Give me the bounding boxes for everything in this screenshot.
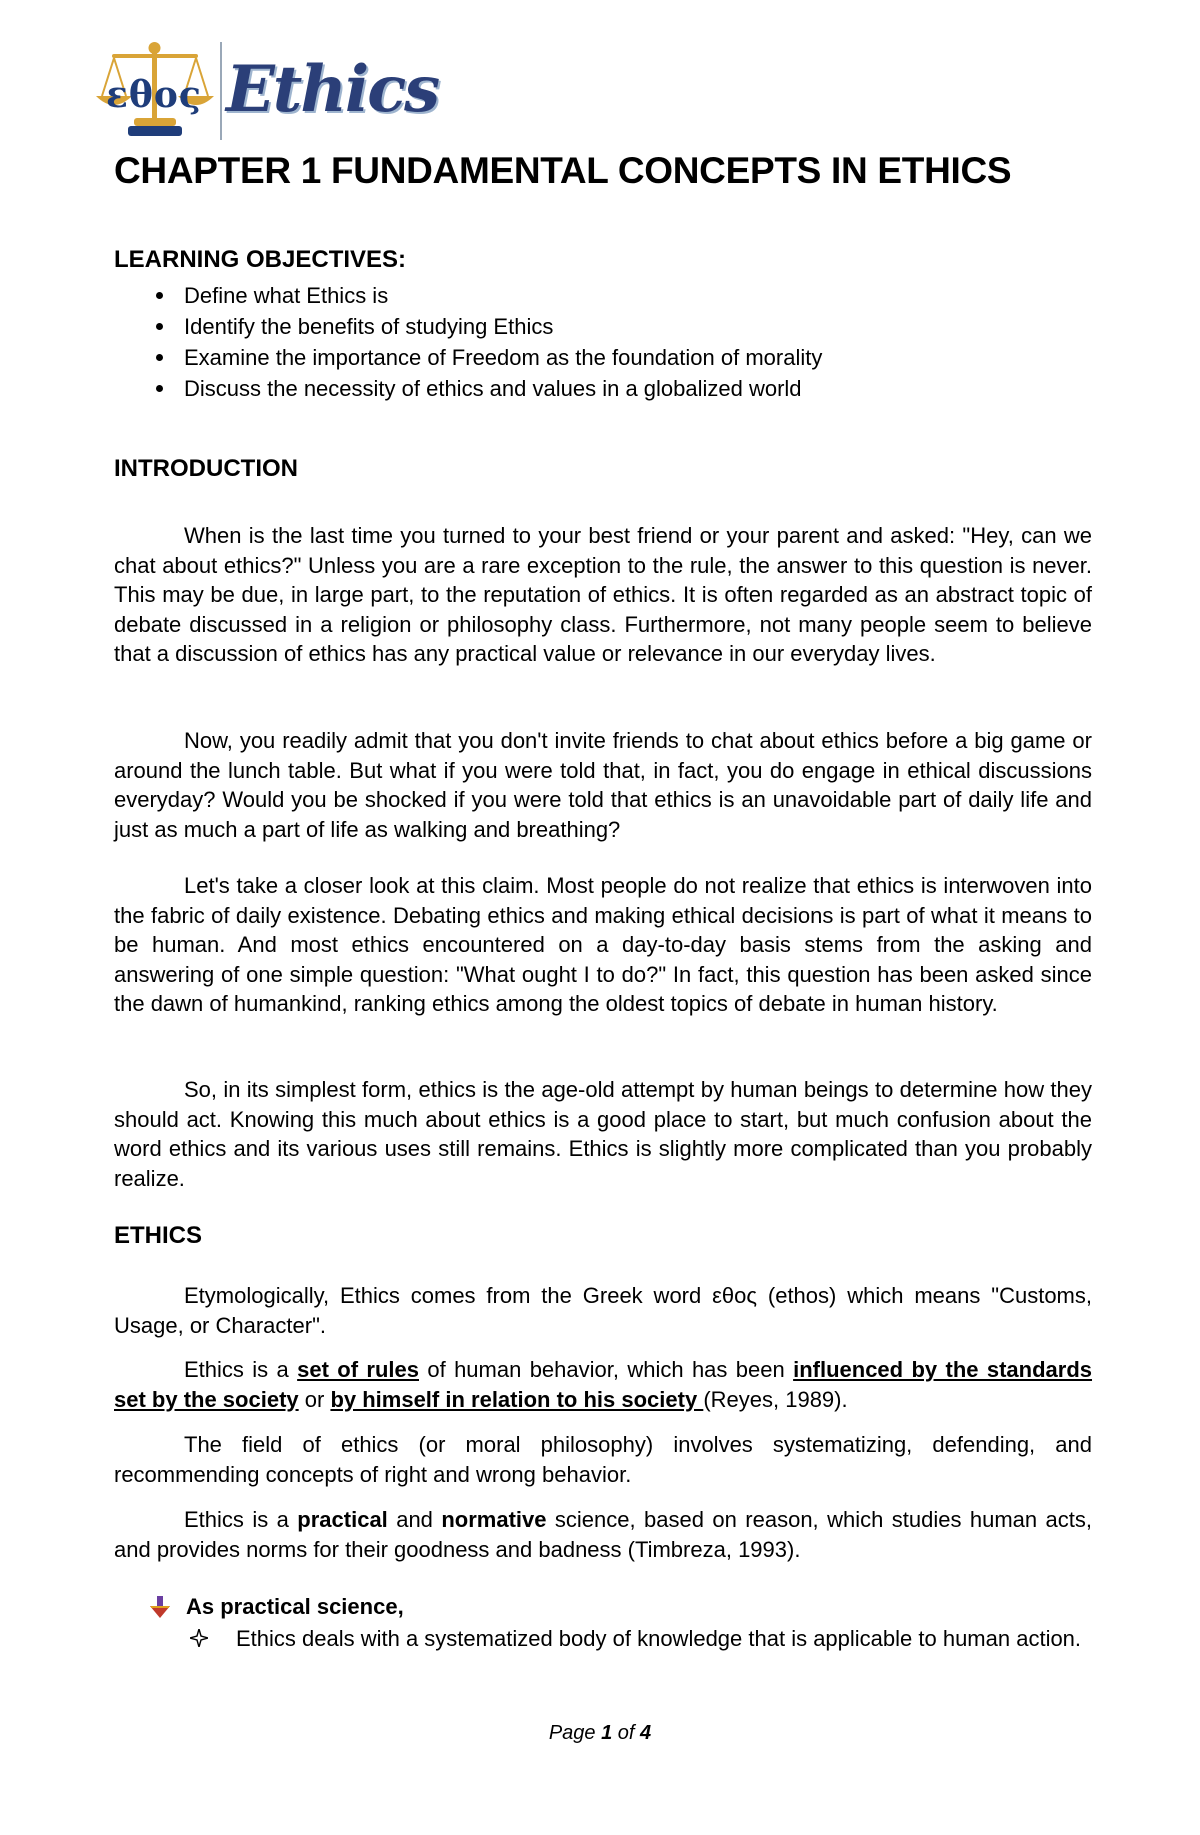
etymology-paragraph: Etymologically, Ethics comes from the Greek word εθος (ethos) which means "Customs, Usage, or Character". [114, 1283, 1092, 1338]
bullet-icon [156, 354, 163, 361]
intro-paragraph-3: Let's take a closer look at this claim. Most people do not realize that ethics is interwoven into the fabric of daily existence. Debating ethics and making ethical decisions is part of what it means to be human. And most ethics encountered on a day-to-day basis stems from the asking and answering of one simple question: "What ought I to do?" In fact, this question has been asked since the dawn of humankind, ranking ethics among the oldest topics of debate in human history. [114, 873, 1092, 1016]
bullet-icon [156, 292, 163, 299]
ethics-logo [92, 38, 439, 142]
total-page-count: 4 [640, 1722, 652, 1744]
practical-science-item: Ethics deals with a systematized body of knowledge that is applicable to human action. [190, 1624, 1092, 1654]
bullet-icon [156, 323, 163, 330]
intro-paragraph-1: When is the last time you turned to your best friend or your parent and asked: "Hey, can we chat about ethics?" Unless you are a rare exception to the rule, the answer to this question is never. This may be due, in large part, to the reputation of ethics. It is often regarded as an abstract topic of debate discussed in a religion or philosophy class. Furthermore, not many people seem to believe that a discussion of ethics has any practical value or relevance in our everyday lives. [114, 523, 1092, 666]
page-footer: Page 1 of 4 [548, 1722, 652, 1744]
introduction-heading: INTRODUCTION [114, 455, 298, 482]
key-term: by himself in relation to his society [330, 1386, 704, 1412]
list-item: Identify the benefits of studying Ethics [114, 311, 1094, 342]
definition-paragraph-3: Ethics is a practical and normative science, based on reason, which studies human acts, and provides norms for their goodness and badness (Timbreza, 1993). [114, 1507, 1093, 1562]
key-term: normative [441, 1507, 547, 1532]
definition-paragraph-2: The field of ethics (or moral philosophy) involves systematizing, defending, and recommending concepts of right and wrong behavior. [114, 1432, 1092, 1487]
definition-paragraph-1: Ethics is a set of rules of human behavior, which has been influenced by the standards set by the society or by himself in relation to his society (Reyes, 1989). [114, 1357, 1093, 1412]
down-arrow-icon [150, 1596, 170, 1618]
list-item: Define what Ethics is [114, 280, 1094, 311]
intro-paragraph-2: Now, you readily admit that you don't invite friends to chat about ethics before a big game or around the lunch table. But what if you were told that, in fact, you do engage in ethical discussions everyday? Would you be shocked if you were told that ethics is an unavoidable part of daily life and just as much a part of life as walking and breathing? [114, 728, 1092, 842]
diamond-bullet-icon [190, 1629, 208, 1647]
key-term: set of rules [297, 1357, 419, 1382]
key-term: influenced by the standards set by the society [114, 1357, 1093, 1412]
objectives-list [114, 280, 1094, 404]
logo-script-text: Ethics [226, 52, 439, 127]
logo-divider [220, 42, 222, 140]
current-page-number: 1 [601, 1722, 613, 1744]
list-item: Examine the importance of Freedom as the foundation of morality [114, 342, 1094, 373]
key-term: practical [297, 1507, 388, 1532]
list-item: Discuss the necessity of ethics and values in a globalized world [114, 373, 1094, 404]
intro-paragraph-4: So, in its simplest form, ethics is the age-old attempt by human beings to determine how they should act. Knowing this much about ethics is a good place to start, but much confusion about the word ethics and its various uses still remains. Ethics is slightly more complicated than you probably realize. [114, 1077, 1092, 1191]
practical-science-heading: As practical science, [150, 1594, 404, 1620]
objectives-heading: LEARNING OBJECTIVES: [114, 246, 407, 273]
logo-greek-text: εθος [106, 74, 202, 116]
ethics-heading: ETHICS [114, 1222, 203, 1249]
chapter-title: CHAPTER 1 FUNDAMENTAL CONCEPTS IN ETHICS [114, 150, 1012, 191]
bullet-icon [156, 385, 163, 392]
